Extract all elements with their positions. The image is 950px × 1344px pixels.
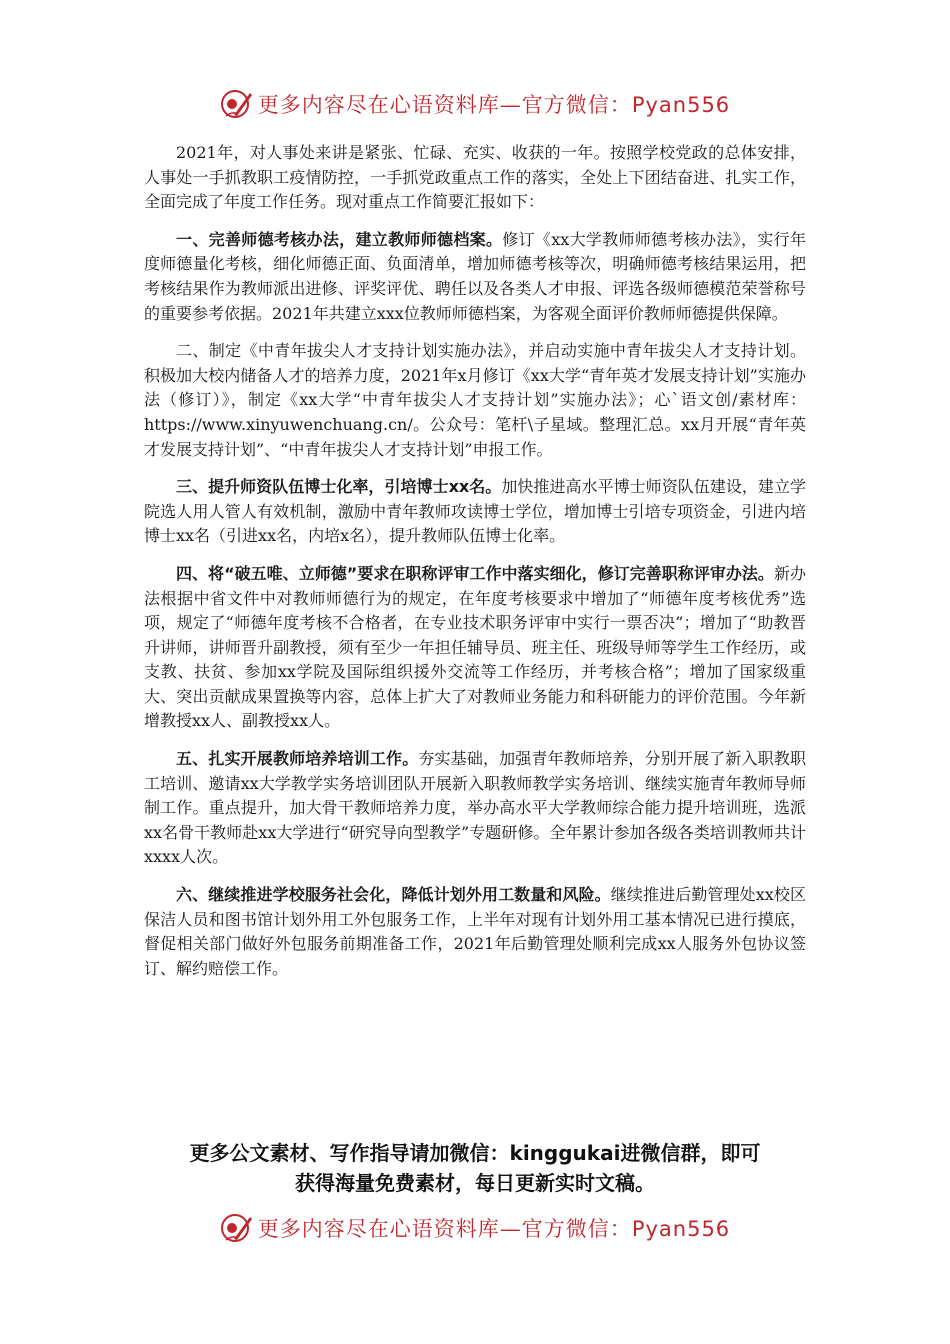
section-1-body: 修订《xx大学教师师德考核办法》，实行年度师德量化考核，细化师德正面、负面清单，增加师德考核等次，明确师德考核结果运用，把考核结果作为教师派出进修、评奖评优、聘任以及各类人才申报、评选各级师德模范荣誉称号的重要参考依据。2021年共建立xxx位教师师德档案，为客观全面评价教师师德提供保障。 [144, 229, 806, 323]
section-1-heading: 一、完善师德考核办法，建立教师师德档案。 [176, 229, 503, 249]
banner-wechat-id: Pyan556 [631, 1217, 731, 1241]
footer-banner [0, 1208, 950, 1248]
section-3-body: 加快推进高水平博士师资队伍建设，建立学院选人用人管人有效机制，激励中青年教师攻读博士学位，增加博士引培专项资金，引进内培博士xx名（引进xx名，内培x名），提升教师队伍博士化率。 [144, 477, 806, 546]
section-5-heading: 五、扎实开展教师培养培训工作。 [176, 749, 419, 769]
footer-note [0, 1138, 950, 1198]
section-5-body: 夯实基础，加强青年教师培养，分别开展了新入职教职工培训、邀请xx大学教学实务培训团队开展新入职教师教学实务培训、继续实施青年教师导师制工作。重点提升，加大骨干教师培养力度，举办高水平大学教师综合能力提升培训班，选派xx名骨干教师赴xx大学进行“研究导向型教学”专题研修。全年累计参加各级各类培训教师共计xxxx人次。 [144, 749, 806, 867]
section-3-heading: 三、提升师资队伍博士化率，引培博士xx名。 [176, 477, 502, 497]
section-2-body: 二、制定《中青年拔尖人才支持计划实施办法》，并启动实施中青年拔尖人才支持计划。积极加大校内储备人才的培养力度，2021年x月修订《xx大学“青年英才发展支持计划”实施办法（修订）》，制定《xx大学“中青年拔尖人才支持计划”实施办法》；心`语文创/素材库：https://www.xinyuwenchuang.cn/。公众号：笔杆\子星域。整理汇总。xx月开展“青年英才发展支持计划”、“中青年拔尖人才支持计划”申报工作。 [144, 341, 806, 459]
footer-note-line-1: 更多公文素材、写作指导请加微信：kinggukai进微信群，即可 [189, 1141, 761, 1165]
section-3 [144, 475, 806, 549]
document-body [144, 141, 806, 994]
section-2 [144, 339, 806, 462]
banner-text: 更多内容尽在心语资料库—官方微信：Pyan556 [257, 1217, 731, 1241]
banner-wechat-id: Pyan556 [631, 93, 731, 117]
section-4 [144, 562, 806, 734]
section-6-heading: 六、继续推进学校服务社会化，降低计划外用工数量和风险。 [176, 885, 611, 905]
section-5 [144, 747, 806, 870]
section-4-body: 新办法根据中省文件中对教师师德行为的规定，在年度考核要求中增加了“师德年度考核优秀”选项，规定了“师德年度考核不合格者，在专业技术职务评审中实行一票否决”；增加了“助教晋升讲师，讲师晋升副教授，须有至少一年担任辅导员、班主任、班级导师等学生工作经历，或支教、扶贫、参加xx学院及国际组织援外交流等工作经历，并考核合格”；增加了国家级重大、突出贡献成果置换等内容，总体上扩大了对教师业务能力和科研能力的评价范围。今年新增教授xx人、副教授xx人。 [144, 563, 806, 731]
footer-note-line-2: 获得海量免费素材，每日更新实时文稿。 [295, 1171, 655, 1195]
header-banner [0, 84, 950, 124]
banner-text: 更多内容尽在心语资料库—官方微信：Pyan556 [257, 93, 731, 117]
section-4-heading: 四、将“破五唯、立师德”要求在职称评审工作中落实细化，修订完善职称评审办法。 [176, 563, 774, 583]
section-6-body: 继续推进后勤管理处xx校区保洁人员和图书馆计划外用工外包服务工作，上半年对现有计划外用工基本情况已进行摸底，督促相关部门做好外包服务前期准备工作，2021年后勤管理处顺利完成xx人服务外包协议签订、解约赔偿工作。 [144, 885, 806, 978]
pen-circle-logo-icon [220, 1211, 254, 1245]
section-1 [144, 228, 806, 326]
pen-circle-logo-icon [220, 87, 254, 121]
section-6 [144, 883, 806, 981]
intro-paragraph: 2021年，对人事处来讲是紧张、忙碌、充实、收获的一年。按照学校党政的总体安排，人事处一手抓教职工疫情防控，一手抓党政重点工作的落实，全处上下团结奋进、扎实工作，全面完成了年度工作任务。现对重点工作简要汇报如下： [144, 143, 806, 212]
